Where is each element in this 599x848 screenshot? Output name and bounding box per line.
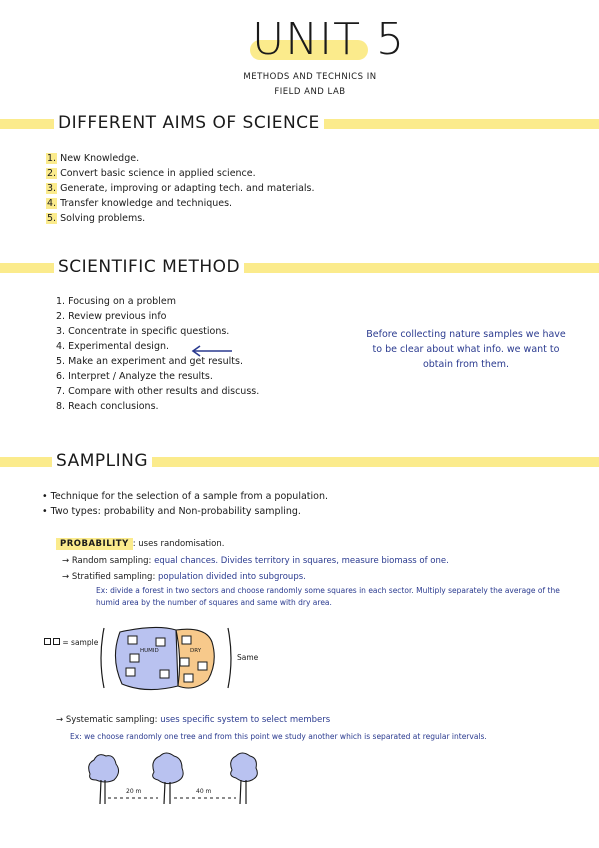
- list-item: • Two types: probability and Non-probability sampling.: [42, 506, 301, 517]
- list-item: 5. Make an experiment and get results.: [56, 356, 243, 367]
- list-item: 6. Interpret / Analyze the results.: [56, 371, 213, 382]
- section-bar-left: [0, 263, 54, 273]
- list-item: 2. Review previous info: [56, 311, 167, 322]
- sample-legend: = sample: [44, 637, 98, 649]
- tree-icon: [231, 753, 258, 804]
- method-note: Before collecting nature samples we have to be clear about what info. we want to obtain from them.: [366, 329, 566, 370]
- section-bar-right: [144, 457, 599, 467]
- list-item: 3. Concentrate in specific questions.: [56, 326, 230, 337]
- section-bar-left: [0, 457, 52, 467]
- list-item: • Technique for the selection of a sample from a population.: [42, 491, 329, 502]
- zone-label-humid: HUMID: [140, 648, 159, 654]
- tree-icon: [89, 755, 119, 804]
- forest-diagram: [96, 622, 236, 694]
- trees-diagram: [84, 752, 264, 808]
- list-item: 1. Focusing on a problem: [56, 296, 176, 307]
- stratified-example: Ex: divide a forest in two sectors and choose randomly some squares in each sector. Multiply separately the average of the humid area by the number of squares and same with dry area.: [96, 586, 560, 607]
- list-item: 8. Reach conclusions.: [56, 401, 159, 412]
- zone-label-dry: DRY: [190, 648, 202, 654]
- distance-label: 20 m: [126, 788, 142, 795]
- same-label: Same: [237, 653, 259, 662]
- section-title-method: SCIENTIFIC METHOD: [54, 257, 244, 277]
- stratified-sampling: → Stratified sampling: population divided into subgroups.: [62, 572, 306, 582]
- list-item: 7. Compare with other results and discuss.: [56, 386, 260, 397]
- probability-heading: PROBABILITY : uses randomisation.: [56, 537, 224, 551]
- random-sampling: → Random sampling: equal chances. Divides territory in squares, measure biomass of one.: [62, 556, 449, 566]
- page-subtitle: METHODS AND TECHNICS IN FIELD AND LAB: [243, 72, 377, 97]
- list-item: 2. Convert basic science in applied science.: [47, 168, 256, 179]
- aims-list: [46, 151, 315, 226]
- list-item: 5. Solving problems.: [47, 213, 146, 224]
- distance-label: 40 m: [196, 788, 212, 795]
- section-title-sampling: SAMPLING: [52, 451, 152, 471]
- section-title-aims: DIFFERENT AIMS OF SCIENCE: [54, 113, 324, 133]
- section-bar-right: [230, 263, 599, 273]
- sampling-bullets: [42, 489, 562, 519]
- section-bar-left: [0, 119, 54, 129]
- square-icon: [53, 638, 60, 645]
- list-item: 4. Experimental design.: [56, 341, 170, 352]
- arrow-left-icon: [190, 344, 234, 358]
- systematic-example: Ex: we choose randomly one tree and from this point we study another which is separated at regular intervals.: [70, 732, 487, 741]
- list-item: 1. New Knowledge.: [47, 153, 140, 164]
- page-title: UNIT 5: [252, 14, 405, 65]
- square-icon: [44, 638, 51, 645]
- tree-icon: [153, 753, 183, 804]
- list-item: 3. Generate, improving or adapting tech. and materials.: [47, 183, 315, 194]
- section-bar-right: [286, 119, 599, 129]
- systematic-sampling: → Systematic sampling: uses specific system to select members: [56, 715, 331, 725]
- list-item: 4. Transfer knowledge and techniques.: [47, 198, 233, 209]
